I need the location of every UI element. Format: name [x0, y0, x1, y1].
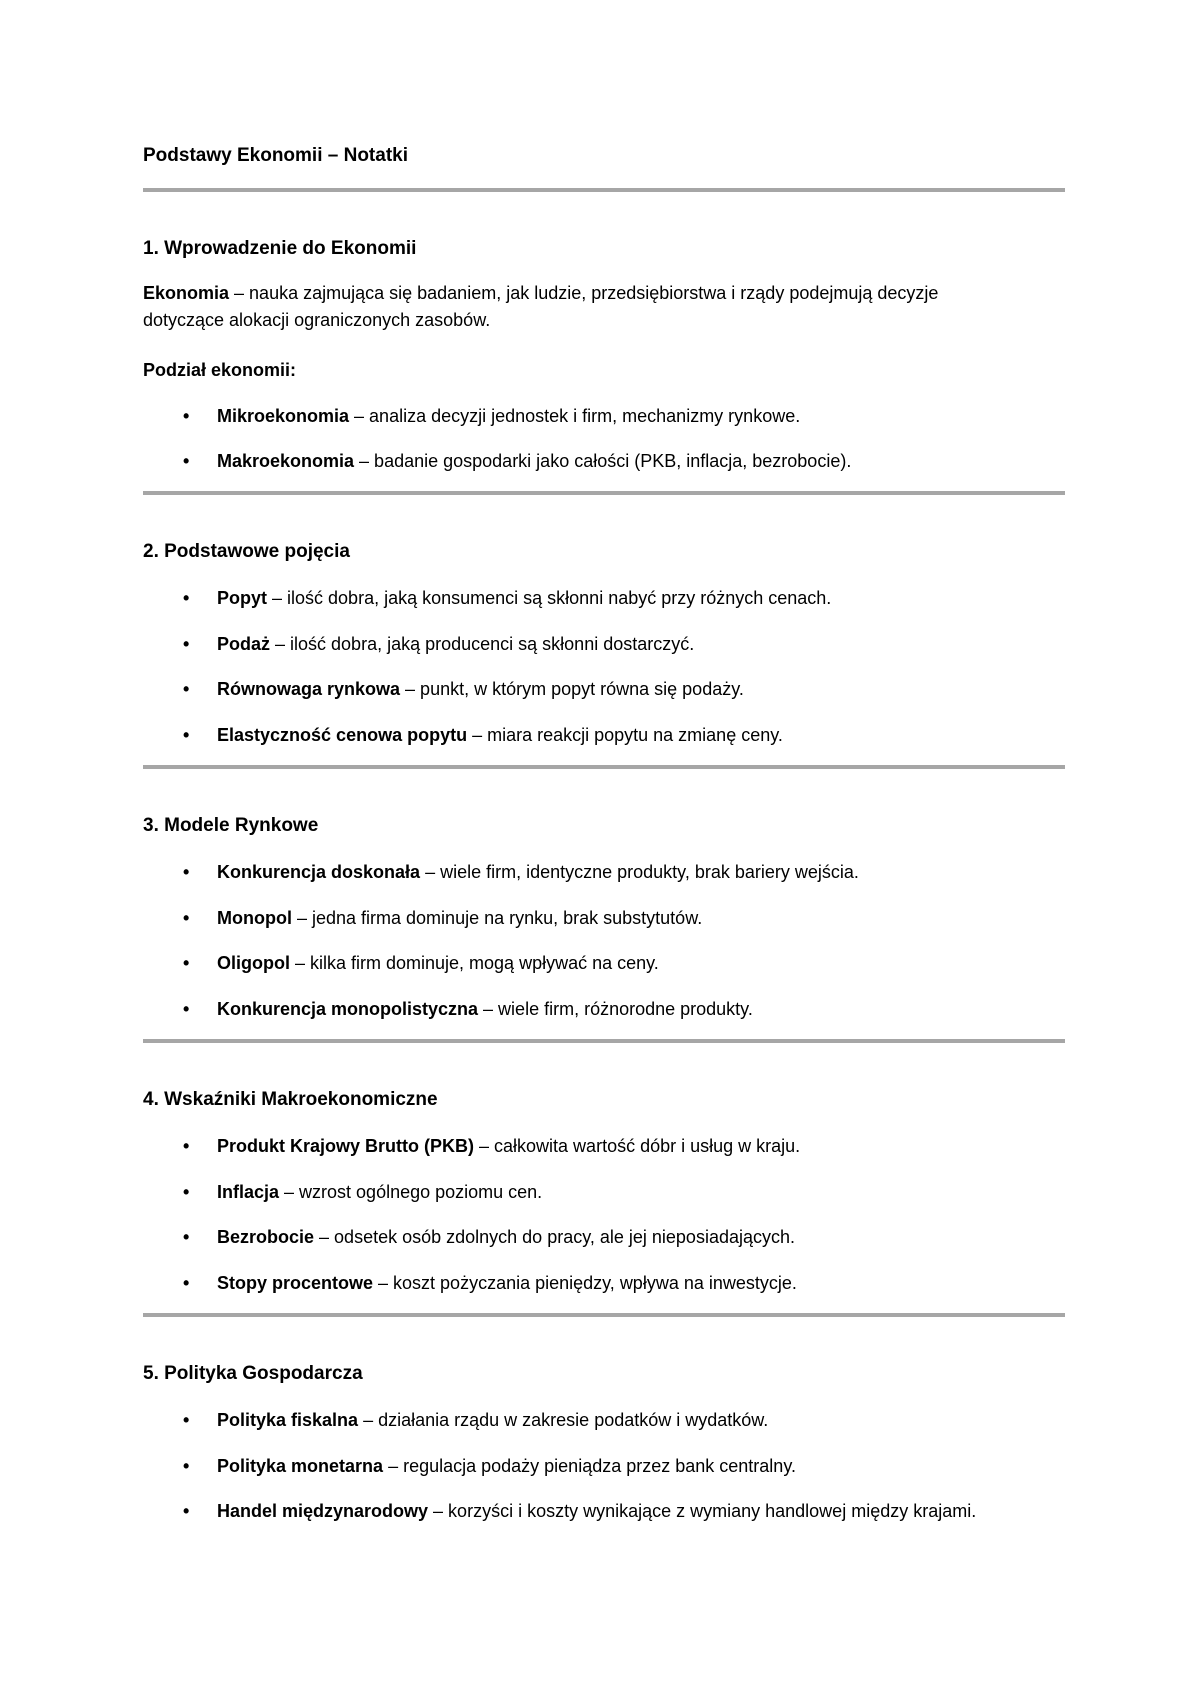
bullet-icon: • — [183, 725, 190, 745]
bullet-icon: • — [183, 588, 190, 608]
bullet-icon: • — [183, 1501, 190, 1521]
item-desc: – odsetek osób zdolnych do pracy, ale jej nieposiadających. — [314, 1227, 795, 1247]
bullet-icon: • — [183, 1227, 190, 1247]
item-desc: – wzrost ogólnego poziomu cen. — [279, 1182, 543, 1202]
divider — [143, 188, 1065, 192]
item-term: Konkurencja monopolistyczna — [217, 999, 479, 1019]
section-heading: 2. Podstawowe pojęcia — [143, 541, 350, 562]
item-desc: – koszt pożyczania pieniędzy, wpływa na inwestycje. — [373, 1273, 797, 1293]
bullet-icon: • — [183, 406, 190, 426]
divider — [143, 1313, 1065, 1317]
intro-text-line2: dotyczące alokacji ograniczonych zasobów. — [143, 310, 491, 330]
item-desc: – działania rządu w zakresie podatków i wydatków. — [358, 1410, 769, 1430]
divider — [143, 491, 1065, 495]
item-term: Polityka fiskalna — [217, 1410, 359, 1430]
section-heading: 3. Modele Rynkowe — [143, 815, 319, 836]
bullet-icon: • — [183, 451, 190, 471]
item-term: Inflacja — [217, 1182, 280, 1202]
bullet-icon: • — [183, 908, 190, 928]
item-term: Podaż — [217, 634, 271, 654]
item-term: Konkurencja doskonała — [217, 862, 421, 882]
document-title: Podstawy Ekonomii – Notatki — [143, 145, 408, 166]
intro-text-line1: – nauka zajmująca się badaniem, jak ludzie, przedsiębiorstwa i rządy podejmują decyzje — [229, 283, 939, 303]
item-term: Stopy procentowe — [217, 1273, 374, 1293]
bullet-icon: • — [183, 1182, 190, 1202]
section-heading: 5. Polityka Gospodarcza — [143, 1363, 363, 1384]
bullet-icon: • — [183, 1136, 190, 1156]
item-term: Produkt Krajowy Brutto (PKB) — [217, 1136, 475, 1156]
item-term: Monopol — [217, 908, 292, 928]
item-term: Elastyczność cenowa popytu — [217, 725, 468, 745]
divider — [143, 765, 1065, 769]
item-term: Bezrobocie — [217, 1227, 315, 1247]
item-desc: – kilka firm dominuje, mogą wpływać na ceny. — [289, 953, 659, 973]
bullet-icon: • — [183, 1410, 190, 1430]
item-term: Oligopol — [217, 953, 290, 973]
bullet-icon: • — [183, 679, 190, 699]
item-desc: – ilość dobra, jaką producenci są skłonni dostarczyć. — [270, 634, 695, 654]
item-desc: – analiza decyzji jednostek i firm, mechanizmy rynkowe. — [349, 406, 801, 426]
item-desc: – wiele firm, różnorodne produkty. — [478, 999, 753, 1019]
item-desc: – korzyści i koszty wynikające z wymiany handlowej między krajami. — [428, 1501, 977, 1521]
bullet-icon: • — [183, 953, 190, 973]
item-desc: – badanie gospodarki jako całości (PKB, inflacja, bezrobocie). — [354, 451, 852, 471]
item-desc: – regulacja podaży pieniądza przez bank centralny. — [383, 1456, 796, 1476]
item-desc: – punkt, w którym popyt równa się podaży. — [400, 679, 744, 699]
bullet-icon: • — [183, 634, 190, 654]
item-desc: – ilość dobra, jaką konsumenci są skłonni nabyć przy różnych cenach. — [267, 588, 832, 608]
item-term: Popyt — [217, 588, 268, 608]
item-term: Mikroekonomia — [217, 406, 350, 426]
section-heading: 4. Wskaźniki Makroekonomiczne — [143, 1089, 438, 1110]
item-desc: – wiele firm, identyczne produkty, brak bariery wejścia. — [420, 862, 859, 882]
bullet-icon: • — [183, 862, 190, 882]
bullet-icon: • — [183, 1456, 190, 1476]
item-term: Polityka monetarna — [217, 1456, 384, 1476]
item-desc: – miara reakcji popytu na zmianę ceny. — [467, 725, 783, 745]
item-term: Makroekonomia — [217, 451, 355, 471]
bullet-icon: • — [183, 999, 190, 1019]
item-desc: – całkowita wartość dóbr i usług w kraju. — [474, 1136, 801, 1156]
item-term: Równowaga rynkowa — [217, 679, 401, 699]
item-term: Handel międzynarodowy — [217, 1501, 429, 1521]
section-heading: 1. Wprowadzenie do Ekonomii — [143, 238, 417, 259]
divider — [143, 1039, 1065, 1043]
item-desc: – jedna firma dominuje na rynku, brak substytutów. — [291, 908, 703, 928]
intro-term: Ekonomia — [143, 283, 230, 303]
subheading: Podział ekonomii: — [143, 360, 297, 380]
intro-paragraph — [143, 280, 1065, 334]
bullet-icon: • — [183, 1273, 190, 1293]
